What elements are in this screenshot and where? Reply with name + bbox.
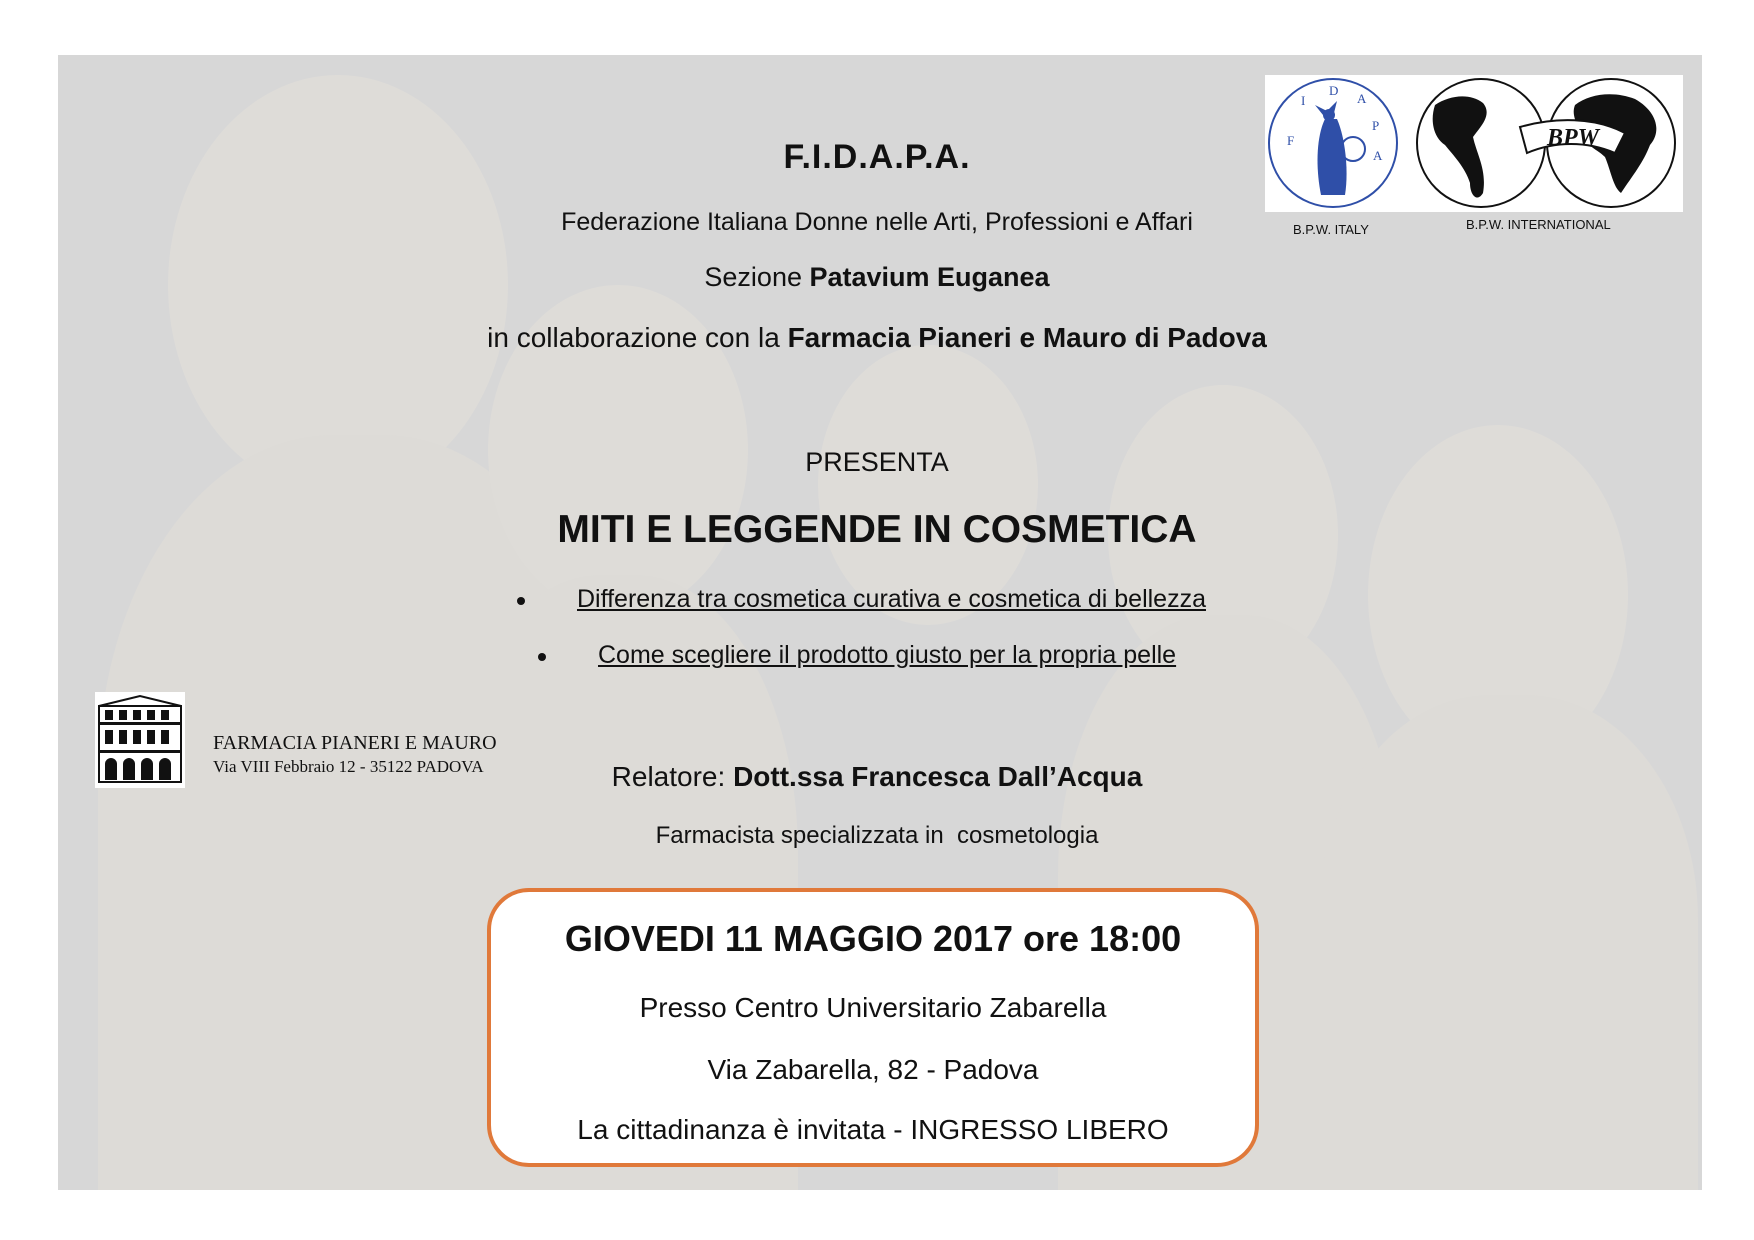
bullet-icon (538, 653, 546, 661)
organization-acronym: F.I.D.A.P.A. (783, 138, 971, 176)
federation-name: Federazione Italiana Donne nelle Arti, Professioni e Affari (561, 208, 1193, 236)
fidapa-letter: F (1287, 133, 1295, 148)
presents-label: PRESENTA (805, 447, 949, 477)
event-date: GIOVEDI 11 MAGGIO 2017 ore 18:00 (564, 918, 1182, 959)
topic-item (517, 585, 1206, 614)
section-name: Patavium Euganea (809, 262, 1050, 292)
collaboration-line (0, 322, 1754, 354)
bullet-icon (517, 597, 525, 605)
topic-text: Come scegliere il prodotto giusto per la propria pelle (598, 641, 1177, 669)
speaker-name: Dott.ssa Francesca Dall’Acqua (733, 761, 1143, 792)
pharmacy-name: FARMACIA PIANERI E MAURO (213, 732, 497, 754)
event-admission-note: La cittadinanza è invitata - INGRESSO LIBERO (577, 1114, 1169, 1145)
pharmacy-address: Via VIII Febbraio 12 - 35122 PADOVA (213, 757, 484, 776)
fidapa-letter: D (1329, 83, 1339, 98)
event-title: MITI E LEGGENDE IN COSMETICA (557, 508, 1197, 551)
topic-item (538, 641, 1177, 670)
speaker-line (0, 761, 1754, 793)
event-details-box (487, 888, 1259, 1167)
speaker-prefix: Relatore: (611, 761, 734, 792)
fidapa-letter: A (1373, 148, 1383, 163)
bpw-wordmark: BPW (1547, 125, 1600, 151)
section-prefix: Sezione (704, 262, 810, 292)
collaboration-partner: Farmacia Pianeri e Mauro di Padova (787, 322, 1267, 353)
topic-text: Differenza tra cosmetica curativa e cosmetica di bellezza (577, 585, 1206, 613)
speaker-role: Farmacista specializzata in cosmetologia (655, 822, 1099, 849)
bpw-italy-caption: B.P.W. ITALY (1293, 222, 1369, 237)
fidapa-letter: P (1372, 118, 1380, 133)
background-photo-face (818, 345, 1038, 625)
collaboration-prefix: in collaborazione con la (487, 322, 788, 353)
section-line (0, 262, 1754, 293)
fidapa-letter: A (1357, 91, 1367, 106)
event-address: Via Zabarella, 82 - Padova (707, 1054, 1039, 1085)
event-venue: Presso Centro Universitario Zabarella (639, 992, 1107, 1023)
bpw-international-caption: B.P.W. INTERNATIONAL (1466, 217, 1611, 232)
fidapa-letter: I (1301, 93, 1306, 108)
